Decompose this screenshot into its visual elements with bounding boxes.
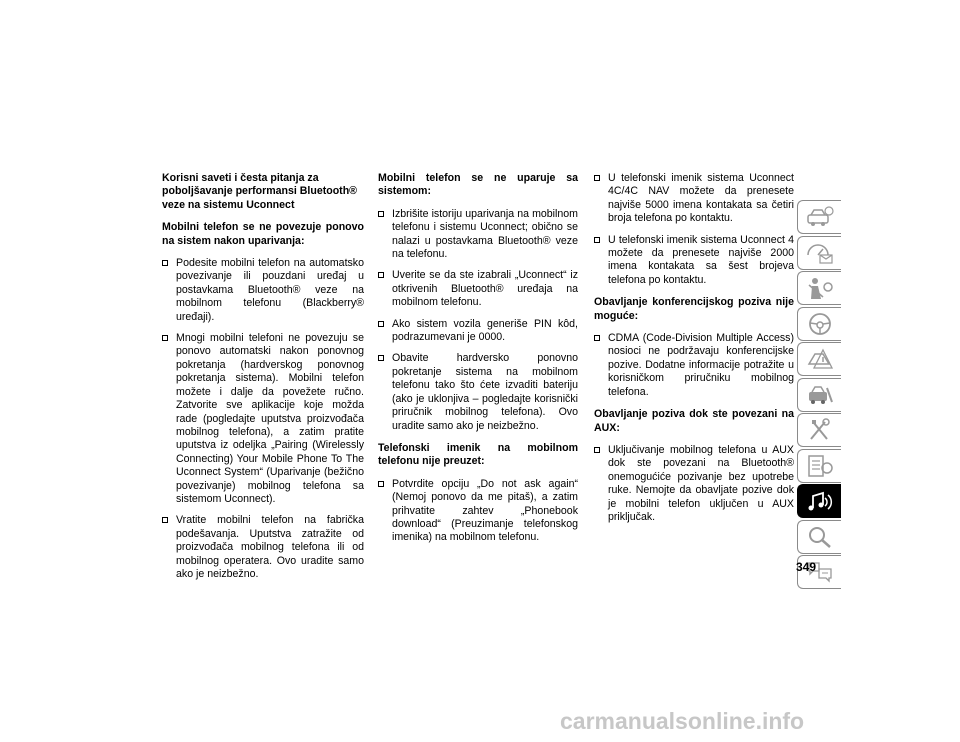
list-item: U telefonski imenik sistema Uconnect 4 možete da prenesete najviše 2000 imena kontakata sa šest brojeva telefona po kontaktu. bbox=[594, 234, 794, 288]
tab-multimedia[interactable] bbox=[797, 484, 841, 518]
list-item: Vratite mobilni telefon na fabrička podešavanja. Uputstva zatražite od proizvođača mobilnog telefona ili od mobilnog operatera. Ovo uradite samo ako je neizbežno. bbox=[162, 514, 364, 581]
chapter-tabs bbox=[797, 200, 843, 591]
list-item: Izbrišite istoriju uparivanja na mobilnom telefonu i sistemu Uconnect; obično se nalazi u postavkama Bluetooth® veze na telefonu. bbox=[378, 208, 578, 262]
subheading: Obavljanje konferencijskog poziva nije moguće: bbox=[594, 296, 794, 322]
column-1 bbox=[162, 172, 364, 590]
specifications-icon bbox=[805, 453, 835, 479]
tab-emergency[interactable] bbox=[797, 342, 841, 376]
bullet-list bbox=[162, 257, 364, 581]
bullet-list bbox=[594, 172, 794, 287]
column-3 bbox=[594, 172, 794, 533]
car-info-icon bbox=[805, 204, 835, 230]
dashboard-mail-icon bbox=[805, 240, 835, 266]
tab-dashboard[interactable] bbox=[797, 236, 841, 270]
subheading: Telefonski imenik na mobilnom telefonu nije preuzet: bbox=[378, 441, 578, 468]
list-item: Obavite hardversko ponovno pokretanje sistema na mobilnom telefonu tako što ćete izvaditi bateriju (ako je uklonjiva – pogledajte korisnički priručnik mobilnog telefona). Ovo uradite samo ako je neizbežno. bbox=[378, 352, 578, 432]
crash-warning-icon bbox=[805, 346, 835, 372]
watermark: carmanualsonline.info bbox=[560, 708, 805, 734]
search-index-icon bbox=[805, 524, 835, 550]
list-item: Uključivanje mobilnog telefona u AUX dok ste povezani na Bluetooth® onemogućiće pozivanje bez upotrebe ruke. Nemojte da obavljate pozive dok je mobilni telefon uključen u AUX priključak. bbox=[594, 444, 794, 524]
tab-driving[interactable] bbox=[797, 307, 841, 341]
list-item: Mnogi mobilni telefoni ne povezuju se ponovo automatski nakon ponovnog pokretanja (hardverskog ponovnog pokretanja sistema). Mobilni telefon možete i dalje da povežete ručno. Zatvorite sve aplikacije koje možda rade (pogledajte uputstva proizvođača mobilnog telefona), a zatim pratite uputstva iz odeljka „Pairing (Wirelessly Connecting) Your Mobile Phone To The Uconnect System“ (Uparivanje (bežično povezivanje) mobilnog telefona sa sistemom Uconnect). bbox=[162, 332, 364, 506]
bullet-list bbox=[378, 208, 578, 433]
subheading: Obavljanje poziva dok ste povezani na AUX: bbox=[594, 408, 794, 434]
bullet-list bbox=[594, 444, 794, 524]
car-service-icon bbox=[805, 382, 835, 408]
bullet-list bbox=[594, 332, 794, 399]
section-title: Korisni saveti i česta pitanja za poboljšavanje performansi Bluetooth® veze na sistemu Uconnect bbox=[162, 172, 357, 211]
tools-icon bbox=[805, 417, 835, 443]
tab-service[interactable] bbox=[797, 378, 841, 412]
subheading: Mobilni telefon se ne uparuje sa sistemom: bbox=[378, 172, 578, 198]
column-2 bbox=[378, 172, 578, 554]
subheading: Mobilni telefon se ne povezuje ponovo na sistem nakon uparivanja: bbox=[162, 221, 364, 247]
bullet-list bbox=[378, 478, 578, 545]
tab-specifications[interactable] bbox=[797, 449, 841, 483]
list-item: CDMA (Code-Division Multiple Access) nosioci ne podržavaju konferencijske pozive. Dodatne informacije potražite u korisničkom priručniku mobilnog telefona. bbox=[594, 332, 794, 399]
tab-index[interactable] bbox=[797, 520, 841, 554]
tab-maintenance[interactable] bbox=[797, 413, 841, 447]
seatbelt-airbag-icon bbox=[805, 275, 835, 301]
steering-wheel-icon bbox=[805, 311, 835, 337]
list-item: Uverite se da ste izabrali „Uconnect“ iz otkrivenih Bluetooth® uređaja na mobilnom telefonu. bbox=[378, 269, 578, 309]
list-item: U telefonski imenik sistema Uconnect 4C/4C NAV možete da prenesete najviše 5000 imena kontakata sa četiri broja telefona po kontaktu. bbox=[594, 172, 794, 226]
list-item: Ako sistem vozila generiše PIN kôd, podrazumevani je 0000. bbox=[378, 318, 578, 345]
list-item: Potvrdite opciju „Do not ask again“ (Nemoj ponovo da me pitaš), a zatim prihvatite zahtev „Phonebook download“ (Preuzimanje telefonskog imenika) na mobilnom telefonu. bbox=[378, 478, 578, 545]
page-number: 349 bbox=[796, 560, 817, 574]
tab-safety[interactable] bbox=[797, 271, 841, 305]
multimedia-icon bbox=[805, 488, 835, 514]
list-item: Podesite mobilni telefon na automatsko povezivanje ili pouzdani uređaj u postavkama Bluetooth® veze na mobilnom telefonu (Blackberry® uređaji). bbox=[162, 257, 364, 324]
tab-car-info[interactable] bbox=[797, 200, 841, 234]
